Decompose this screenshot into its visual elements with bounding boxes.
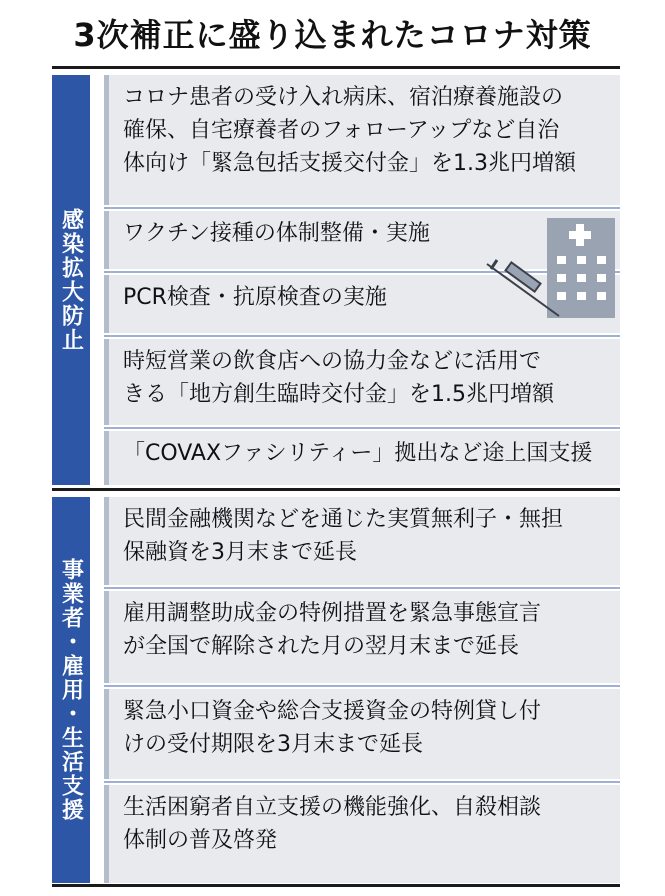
- divider: [104, 685, 620, 687]
- section-label-band: [52, 497, 90, 883]
- list-item: 緊急小口資金や総合支援資金の特例貸し付 けの受付期限を3月末まで延長: [104, 689, 620, 779]
- middle-rule: [52, 488, 620, 491]
- bottom-rule: [52, 884, 620, 887]
- section-label: 事業者・雇用・生活支援: [58, 558, 84, 822]
- list-item: コロナ患者の受け入れ病床、宿泊療養施設の 確保、自宅療養者のフォローアップなど自治 体向け「緊急包括支援交付金」を1.3兆円増額: [104, 75, 620, 205]
- divider: [104, 587, 620, 589]
- list-item: PCR検査・抗原検査の実施: [104, 275, 620, 333]
- divider: [104, 207, 620, 209]
- divider: [104, 427, 620, 429]
- section-business-employment-support: [52, 497, 620, 883]
- spacer: [90, 75, 104, 485]
- divider: [104, 335, 620, 337]
- list-item: 時短営業の飲食店への協力金などに活用で きる「地方創生臨時交付金」を1.5兆円増額: [104, 339, 620, 425]
- page-title: 3次補正に盛り込まれたコロナ対策: [73, 16, 592, 54]
- list-item: ワクチン接種の体制整備・実施: [104, 211, 620, 269]
- list-item: 民間金融機関などを通じた実質無利子・無担 保融資を3月末まで延長: [104, 497, 620, 585]
- divider: [104, 781, 620, 783]
- section-label-band: [52, 75, 90, 485]
- list-item: 「COVAXファシリティー」拠出など途上国支援: [104, 431, 620, 485]
- list-item: 生活困窮者自立支援の機能強化、自殺相談 体制の普及啓発: [104, 785, 620, 883]
- spacer: [90, 497, 104, 883]
- section-label: 感染拡大防止: [58, 208, 84, 352]
- syringe-icon: [483, 258, 563, 320]
- list-item: 雇用調整助成金の特例措置を緊急事態宣言 が全国で解除された月の翌月末まで延長: [104, 591, 620, 683]
- top-rule: [52, 66, 620, 69]
